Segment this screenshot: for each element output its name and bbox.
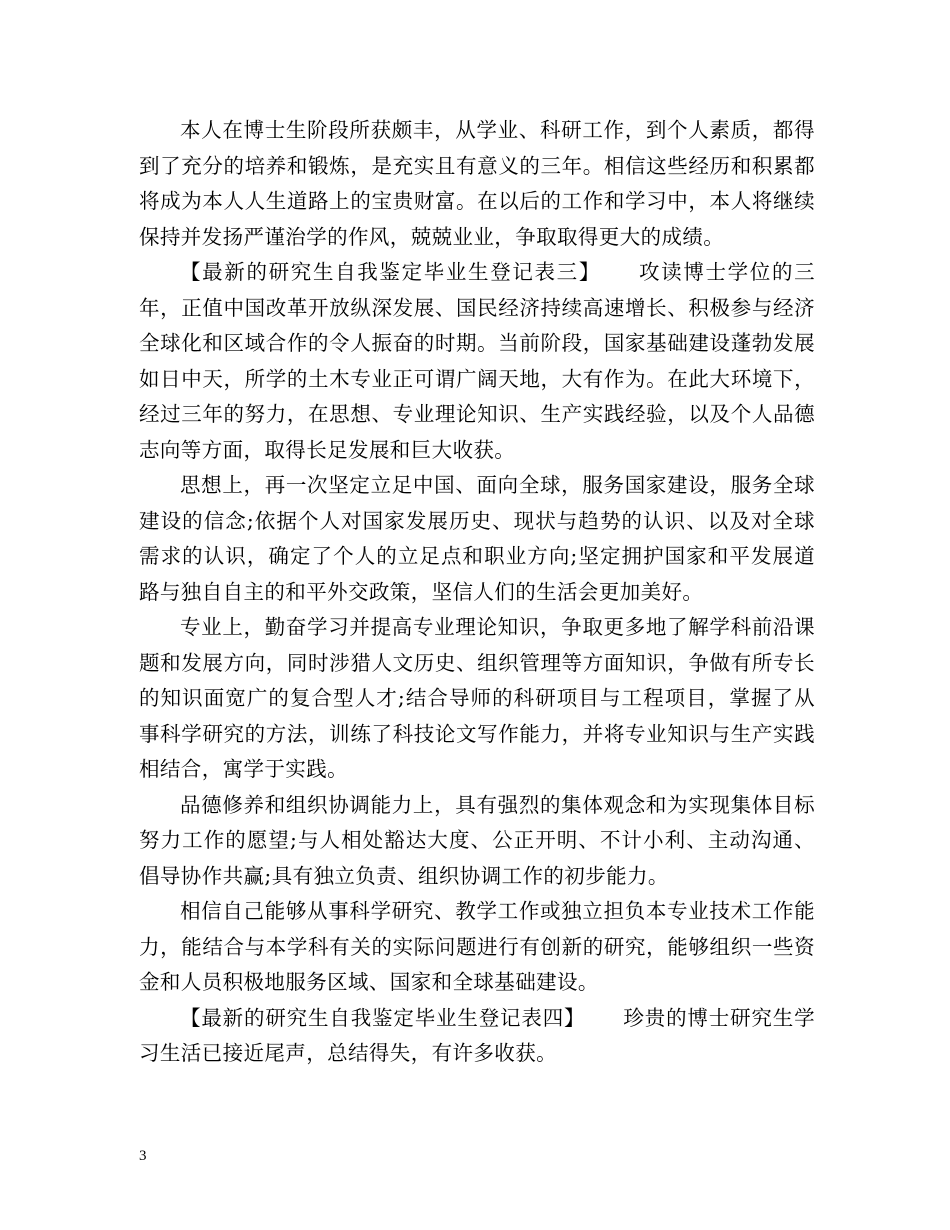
section-heading-4: 【最新的研究生自我鉴定毕业生登记表四】 xyxy=(180,1005,586,1030)
paragraph-2-text: 攻读博士学位的三年，正值中国改革开放纵深发展、国民经济持续高速增长、积极参与经济全球化和区域合作的令人振奋的时期。当前阶段，国家基础建设蓬勃发展如日中天，所学的土木专业正可谓广阔天地，大有作为。在此大环境下，经过三年的努力，在思想、专业理论知识、生产实践经验，以及个人品德志向等方面，取得长足发展和巨大收获。 xyxy=(139,260,816,462)
paragraph-4 xyxy=(139,610,815,788)
paragraph-5 xyxy=(139,788,815,895)
paragraph-3 xyxy=(139,468,815,610)
paragraph-4-text: 专业上，勤奋学习并提高专业理论知识，争取更多地了解学科前沿课题和发展方向，同时涉猎人文历史、组织管理等方面知识，争做有所专长的知识面宽广的复合型人才;结合导师的科研项目与工程项目，掌握了从事科学研究的方法，训练了科技论文写作能力，并将专业知识与生产实践相结合，寓学于实践。 xyxy=(139,615,815,781)
paragraph-6-text: 相信自己能够从事科学研究、教学工作或独立担负本专业技术工作能力，能结合与本学科有关的实际问题进行有创新的研究，能够组织一些资金和人员积极地服务区域、国家和全球基础建设。 xyxy=(139,899,815,994)
paragraph-3-text: 思想上，再一次坚定立足中国、面向全球，服务国家建设，服务全球建设的信念;依据个人对国家发展历史、现状与趋势的认识、以及对全球需求的认识，确定了个人的立足点和职业方向;坚定拥护国家和平发展道路与独自自主的和平外交政策，坚信人们的生活会更加美好。 xyxy=(139,473,815,604)
paragraph-2 xyxy=(139,255,815,468)
paragraph-5-text: 品德修养和组织协调能力上，具有强烈的集体观念和为实现集体目标努力工作的愿望;与人相处豁达大度、公正开明、不计小利、主动沟通、倡导协作共赢;具有独立负责、组织协调工作的初步能力。 xyxy=(139,792,815,888)
paragraph-1-text: 本人在博士生阶段所获颇丰，从学业、科研工作，到个人素质，都得到了充分的培养和锻炼，是充实且有意义的三年。相信这些经历和积累都将成为本人人生道路上的宝贵财富。在以后的工作和学习中，本人将继续保持并发扬严谨治学的作风，兢兢业业，争取取得更大的成绩。 xyxy=(139,118,815,249)
section-heading-3: 【最新的研究生自我鉴定毕业生登记表三】 xyxy=(180,260,601,284)
document-body xyxy=(139,113,815,1072)
paragraph-7-text: 珍贵的博士研究生学习生活已接近尾声，总结得失，有许多收获。 xyxy=(139,1005,815,1065)
page-number: 3 xyxy=(139,1148,147,1164)
paragraph-1 xyxy=(139,113,815,255)
paragraph-7 xyxy=(139,1001,815,1072)
paragraph-6 xyxy=(139,894,815,1001)
